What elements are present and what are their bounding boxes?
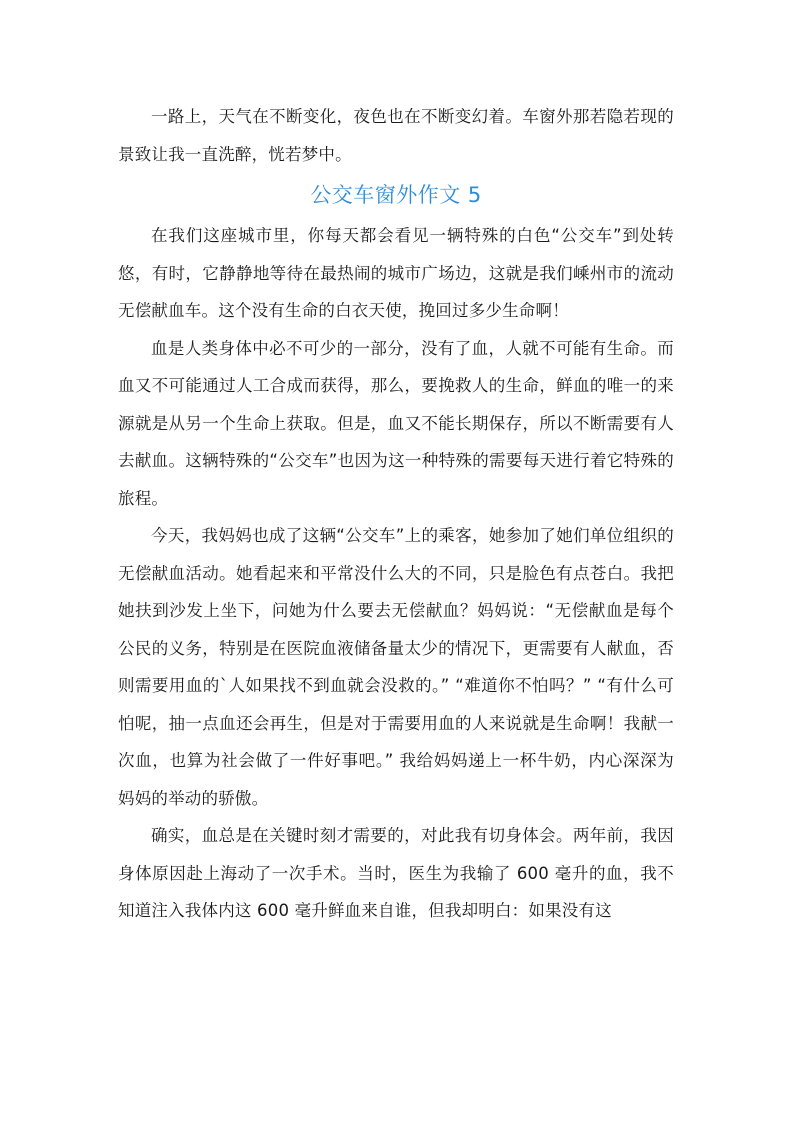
- paragraph-1: 在我们这座城市里，你每天都会看见一辆特殊的白色“公交车”到处转悠，有时，它静静地等待在最热闹的城市广场边，这就是我们嵊州市的流动无偿献血车。这个没有生命的白衣天使，挽回过多少生命啊！: [118, 226, 674, 320]
- document-page: [118, 98, 674, 930]
- paragraph-3: 今天，我妈妈也成了这辆“公交车”上的乘客，她参加了她们单位组织的无偿献血活动。她看起来和平常没什么大的不同，只是脸色有点苍白。我把她扶到沙发上坐下，问她为什么要去无偿献血？妈妈说：“无偿献血是每个公民的义务，特别是在医院血液储备量太少的情况下，更需要有人献血，否则需要用血的`人如果找不到血就会没救的。” “难道你不怕吗？” “有什么可怕呢，抽一点血还会再生，但是对于需要用血的人来说就是生命啊！我献一次血，也算为社会做了一件好事吧。” 我给妈妈递上一杯牛奶，内心深深为妈妈的举动的骄傲。: [118, 526, 674, 808]
- paragraph-4: 确实，血总是在关键时刻才需要的，对此我有切身体会。两年前，我因身体原因赴上海动了一次手术。当时，医生为我输了 600 毫升的血，我不知道注入我体内这 600 毫升鲜血来自谁，但我却明白：如果没有这: [118, 826, 674, 920]
- intro-paragraph: 一路上，天气在不断变化，夜色也在不断变幻着。车窗外那若隐若现的景致让我一直洗醉，恍若梦中。: [118, 107, 674, 164]
- paragraph-2: 血是人类身体中必不可少的一部分，没有了血，人就不可能有生命。而血又不可能通过人工合成而获得，那么，要挽救人的生命，鲜血的唯一的来源就是从另一个生命上获取。但是，血又不能长期保存，所以不断需要有人去献血。这辆特殊的“公交车”也因为这一种特殊的需要每天进行着它特殊的旅程。: [118, 338, 674, 508]
- essay-title: 公交车窗外作文 5: [310, 183, 482, 207]
